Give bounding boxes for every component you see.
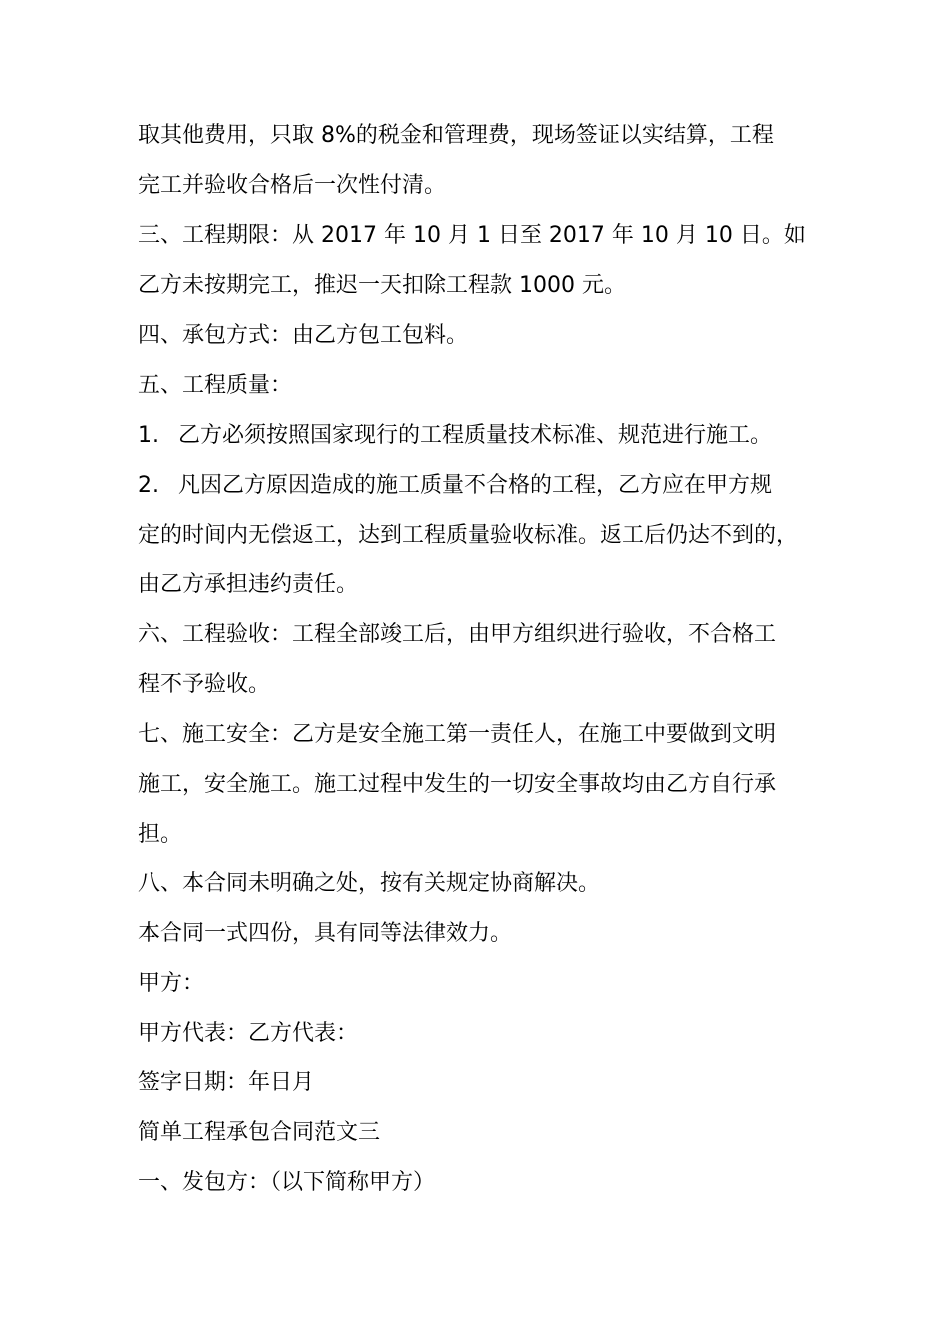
- list-number: 2.: [138, 473, 159, 498]
- representatives-label: 甲方代表：乙方代表：: [138, 1021, 359, 1046]
- paragraph-line: 取其他费用，只取 8%的税金和管理费，现场签证以实结算，工程: [138, 123, 774, 148]
- party-a-label: 甲方：: [138, 971, 205, 996]
- paragraph-line: 由乙方承担违约责任。: [138, 572, 359, 597]
- list-item-text: 乙方必须按照国家现行的工程质量技术标准、规范进行施工。: [178, 423, 773, 448]
- list-item-2: [138, 471, 772, 501]
- contractor-line: 一、发包方：（以下简称甲方）: [138, 1170, 436, 1195]
- paragraph-line: 乙方未按期完工，推迟一天扣除工程款 1000 元。: [138, 273, 626, 298]
- list-item-text: 凡因乙方原因造成的施工质量不合格的工程，乙方应在甲方规: [178, 473, 773, 498]
- paragraph-line: 施工，安全施工。施工过程中发生的一切安全事故均由乙方自行承: [138, 772, 777, 797]
- copies-statement: 本合同一式四份，具有同等法律效力。: [138, 921, 513, 946]
- paragraph-line: 担。: [138, 822, 183, 847]
- clause-6-line: 六、工程验收：工程全部竣工后，由甲方组织进行验收，不合格工: [138, 622, 777, 647]
- paragraph-line: 程不予验收。: [138, 672, 271, 697]
- clause-5-heading: 五、工程质量：: [138, 373, 293, 398]
- paragraph-line: 定的时间内无偿返工，达到工程质量验收标准。返工后仍达不到的，: [138, 523, 799, 548]
- clause-7-line: 七、施工安全：乙方是安全施工第一责任人，在施工中要做到文明: [138, 722, 777, 747]
- paragraph-line: 完工并验收合格后一次性付清。: [138, 173, 447, 198]
- section-title: 简单工程承包合同范文三: [138, 1120, 381, 1145]
- signing-date-label: 签字日期：年日月: [138, 1070, 315, 1095]
- clause-4-line: 四、承包方式：由乙方包工包料。: [138, 323, 469, 348]
- list-number: 1.: [138, 423, 159, 448]
- clause-3-line: 三、工程期限：从 2017 年 10 月 1 日至 2017 年 10 月 10 日。如: [138, 223, 806, 248]
- clause-8-line: 八、本合同未明确之处，按有关规定协商解决。: [138, 871, 601, 896]
- list-item-1: [138, 421, 772, 451]
